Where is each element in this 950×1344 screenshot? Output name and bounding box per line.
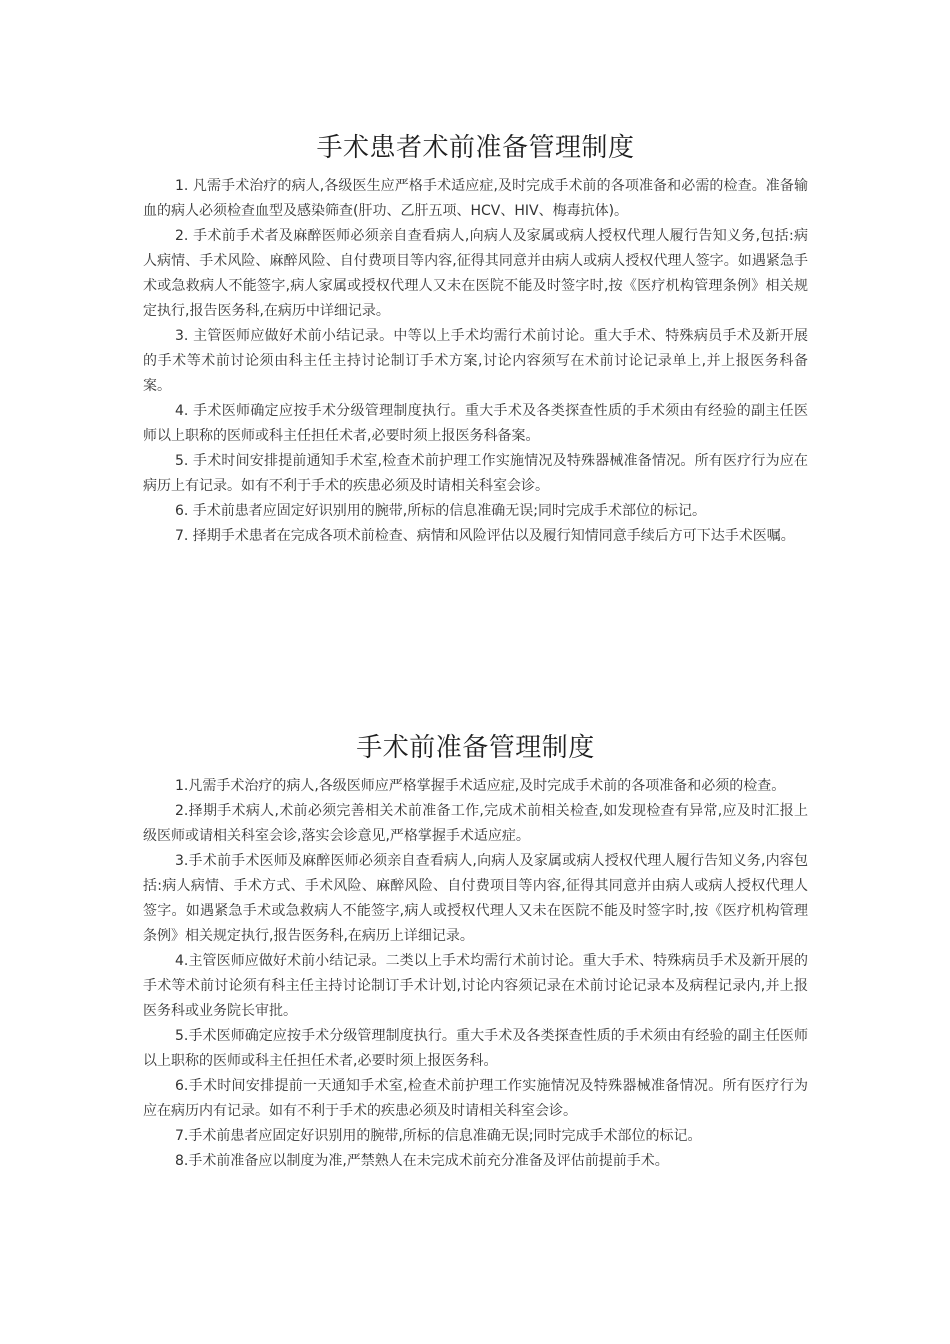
paragraph: 5.手术医师确定应按手术分级管理制度执行。重大手术及各类探查性质的手术须由有经验的副主任医师以上职称的医师或科主任担任术者,必要时须上报医务科。 (143, 1028, 808, 1069)
paragraph: 7. 择期手术患者在完成各项术前检查、病情和风险评估以及履行知情同意手续后方可下达手术医嘱。 (175, 528, 795, 544)
paragraph: 8.手术前准备应以制度为准,严禁熟人在未完成术前充分准备及评估前提前手术。 (175, 1153, 669, 1169)
paragraph: 7.手术前患者应固定好识别用的腕带,所标的信息准确无误;同时完成手术部位的标记。 (175, 1128, 702, 1144)
document-section-1 (143, 128, 808, 549)
paragraph: 3. 主管医师应做好术前小结记录。中等以上手术均需行术前讨论。重大手术、特殊病员手术及新开展的手术等术前讨论须由科主任主持讨论制订手术方案,讨论内容须写在术前讨论记录单上,并上报医务科备案。 (143, 328, 808, 394)
section-title: 手术前准备管理制度 (356, 733, 595, 763)
paragraph: 4. 手术医师确定应按手术分级管理制度执行。重大手术及各类探查性质的手术须由有经验的副主任医师以上职称的医师或科主任担任术者,必要时须上报医务科备案。 (143, 403, 808, 444)
paragraph: 4.主管医师应做好术前小结记录。二类以上手术均需行术前讨论。重大手术、特殊病员手术及新开展的手术等术前讨论须有科主任主持讨论制订手术计划,讨论内容须记录在术前讨论记录本及病程记录内,并上报医务科或业务院长审批。 (143, 953, 808, 1019)
paragraph: 3.手术前手术医师及麻醉医师必须亲自查看病人,向病人及家属或病人授权代理人履行告知义务,内容包括:病人病情、手术方式、手术风险、麻醉风险、自付费项目等内容,征得其同意并由病人或病人授权代理人签字。如遇紧急手术或急救病人不能签字,病人或授权代理人又未在医院不能及时签字时,按《医疗机构管理条例》相关规定执行,报告医务科,在病历上详细记录。 (143, 853, 808, 944)
paragraph: 5. 手术时间安排提前通知手术室,检查术前护理工作实施情况及特殊器械准备情况。所有医疗行为应在病历上有记录。如有不利于手术的疾患必须及时请相关科室会诊。 (143, 453, 808, 494)
paragraph: 6. 手术前患者应固定好识别用的腕带,所标的信息准确无误;同时完成手术部位的标记。 (175, 503, 706, 519)
paragraph: 1. 凡需手术治疗的病人,各级医生应严格手术适应症,及时完成手术前的各项准备和必需的检查。准备输血的病人必须检查血型及感染筛查(肝功、乙肝五项、HCV、HIV、梅毒抗体)。 (143, 178, 808, 219)
paragraph: 2.择期手术病人,术前必须完善相关术前准备工作,完成术前相关检查,如发现检查有异常,应及时汇报上级医师或请相关科室会诊,落实会诊意见,严格掌握手术适应症。 (143, 803, 808, 844)
paragraph: 1.凡需手术治疗的病人,各级医师应严格掌握手术适应症,及时完成手术前的各项准备和必须的检查。 (175, 778, 786, 794)
section-title: 手术患者术前准备管理制度 (316, 133, 635, 163)
paragraph: 6.手术时间安排提前一天通知手术室,检查术前护理工作实施情况及特殊器械准备情况。所有医疗行为应在病历内有记录。如有不利于手术的疾患必须及时请相关科室会诊。 (143, 1078, 808, 1119)
document-section-2 (143, 728, 808, 1174)
paragraph: 2. 手术前手术者及麻醉医师必须亲自查看病人,向病人及家属或病人授权代理人履行告知义务,包括:病人病情、手术风险、麻醉风险、自付费项目等内容,征得其同意并由病人或病人授权代理人签字。如遇紧急手术或急救病人不能签字,病人家属或授权代理人又未在医院不能及时签字时,按《医疗机构管理条例》相关规定执行,报告医务科,在病历中详细记录。 (143, 228, 808, 319)
